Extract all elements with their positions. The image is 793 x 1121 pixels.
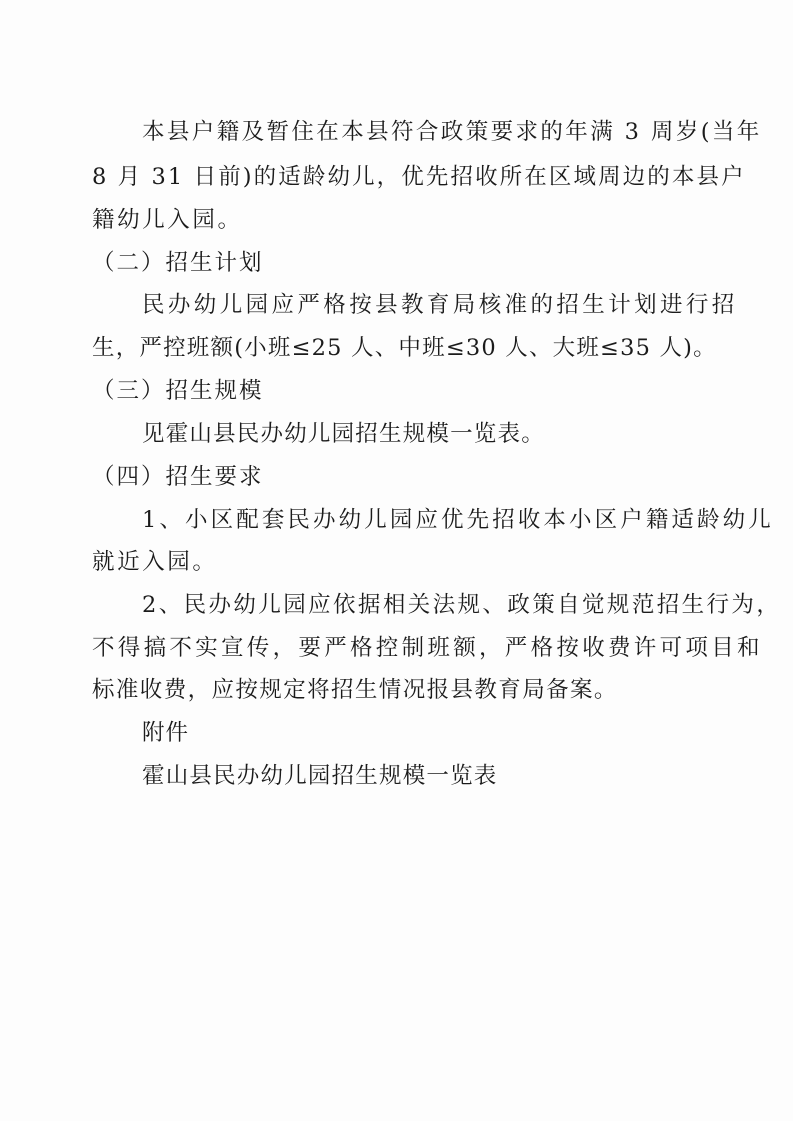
paragraph-line-10: 1、小区配套民办幼儿园应优先招收本小区户籍适龄幼儿 bbox=[142, 507, 774, 533]
paragraph-line-12: 2、民办幼儿园应依据相关法规、政策自觉规范招生行为， bbox=[142, 592, 782, 618]
attachment-label: 附件 bbox=[142, 720, 190, 746]
paragraph-line-11: 就近入园。 bbox=[92, 549, 218, 575]
paragraph-line-2: 8 月 31 日前)的适龄幼儿，优先招收所在区域周边的本县户 bbox=[92, 164, 746, 190]
attachment-title: 霍山县民办幼儿园招生规模一览表 bbox=[142, 763, 498, 789]
paragraph-line-14: 标准收费，应按规定将招生情况报县教育局备案。 bbox=[92, 677, 618, 703]
paragraph-line-5: 民办幼儿园应严格按县教育局核准的招生计划进行招 bbox=[142, 292, 738, 318]
section-heading-enrollment-scale: （三）招生规模 bbox=[92, 378, 264, 404]
paragraph-line-13: 不得搞不实宣传，要严格控制班额，严格按收费许可项目和 bbox=[92, 635, 763, 661]
paragraph-line-3: 籍幼儿入园。 bbox=[92, 207, 243, 233]
section-heading-enrollment-requirements: （四）招生要求 bbox=[92, 464, 264, 490]
section-heading-enrollment-plan: （二）招生计划 bbox=[92, 250, 264, 276]
paragraph-line-6: 生，严控班额(小班≤25 人、中班≤30 人、大班≤35 人)。 bbox=[92, 335, 717, 361]
paragraph-line-1: 本县户籍及暂住在本县符合政策要求的年满 3 周岁(当年 bbox=[142, 119, 762, 145]
paragraph-line-8: 见霍山县民办幼儿园招生规模一览表。 bbox=[142, 421, 545, 447]
